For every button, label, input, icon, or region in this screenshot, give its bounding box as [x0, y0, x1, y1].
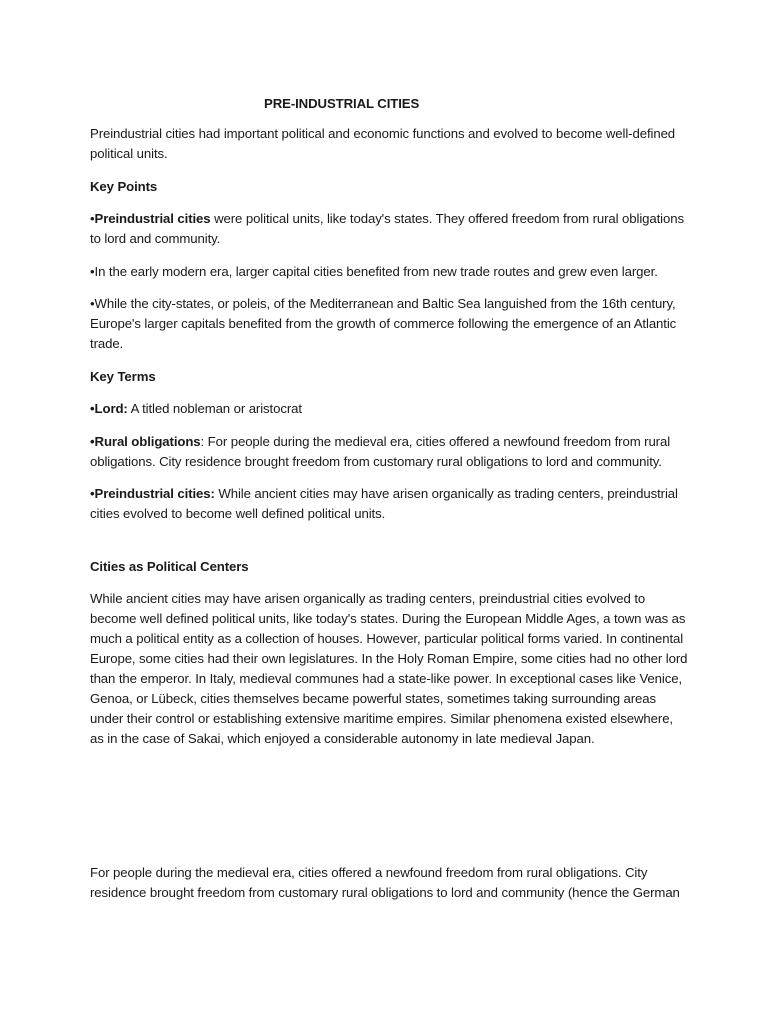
- key-point-item: [90, 209, 690, 249]
- key-term-item: [90, 399, 690, 419]
- key-term-bold: •Lord:: [90, 401, 128, 416]
- blank-line: [90, 537, 690, 557]
- key-point-item: [90, 294, 690, 354]
- document-body: [90, 94, 690, 915]
- key-point-text: While the city-states, or poleis, of the Mediterranean and Baltic Sea languished from the 16th century, Europe's larger capitals benefited from the growth of commerce following the emergence of an Atlantic trade.: [90, 296, 677, 351]
- key-term-text: A titled nobleman or aristocrat: [127, 401, 302, 416]
- key-term-text: : For people during the medieval era, cities offered a newfound freedom from rural obligations. City residence brought freedom from customary rural obligations to lord and community.: [90, 433, 671, 469]
- section-paragraph: While ancient cities may have arisen organically as trading centers, preindustrial cities evolved to become well defined political units, like today's states. During the European Middle Ages, a town was as much a political entity as a collection of houses. However, particular political forms varied. In continental Europe, some cities had their own legislatures. In the Holy Roman Empire, some cities had no other lord than the emperor. In Italy, medieval communes had a state-like power. In exceptional cases like Venice, Genoa, or Lübeck, cities themselves became powerful states, sometimes taking surrounding areas under their control or establishing extensive maritime empires. Similar phenomena existed elsewhere, as in the case of Sakai, which enjoyed a considerable autonomy in late medieval Japan.: [90, 591, 688, 746]
- key-term-item: [90, 484, 690, 524]
- key-point-bold: Preindustrial cities: [94, 211, 211, 226]
- bullet: •: [90, 296, 95, 311]
- key-points-heading: Key Points: [90, 178, 158, 194]
- key-term-bold: •Rural obligations: [90, 433, 201, 449]
- key-term-text: While ancient cities may have arisen organically as trading centers, preindustrial cities evolved to become well defined political units.: [90, 486, 678, 521]
- document-title: PRE-INDUSTRIAL CITIES: [264, 96, 420, 111]
- key-point-text: In the early modern era, larger capital cities benefited from new trade routes and grew even larger.: [94, 263, 658, 279]
- intro-paragraph: Preindustrial cities had important political and economic functions and evolved to become well-defined political units.: [90, 126, 676, 161]
- key-point-text: were political units, like today's states. They offered freedom from rural obligations to lord and community.: [90, 211, 684, 246]
- key-term-bold: •Preindustrial cities:: [90, 486, 215, 501]
- key-terms-heading: Key Terms: [90, 368, 156, 384]
- blank-space: [90, 762, 690, 863]
- key-term-item: [90, 432, 690, 472]
- section-paragraph: For people during the medieval era, cities offered a newfound freedom from rural obligations. City residence brought freedom from customary rural obligations to lord and community (hence the German: [90, 864, 680, 900]
- bullet: •: [90, 211, 95, 226]
- bullet: •: [90, 263, 95, 279]
- key-point-item: [90, 262, 690, 282]
- section-heading: Cities as Political Centers: [90, 558, 249, 574]
